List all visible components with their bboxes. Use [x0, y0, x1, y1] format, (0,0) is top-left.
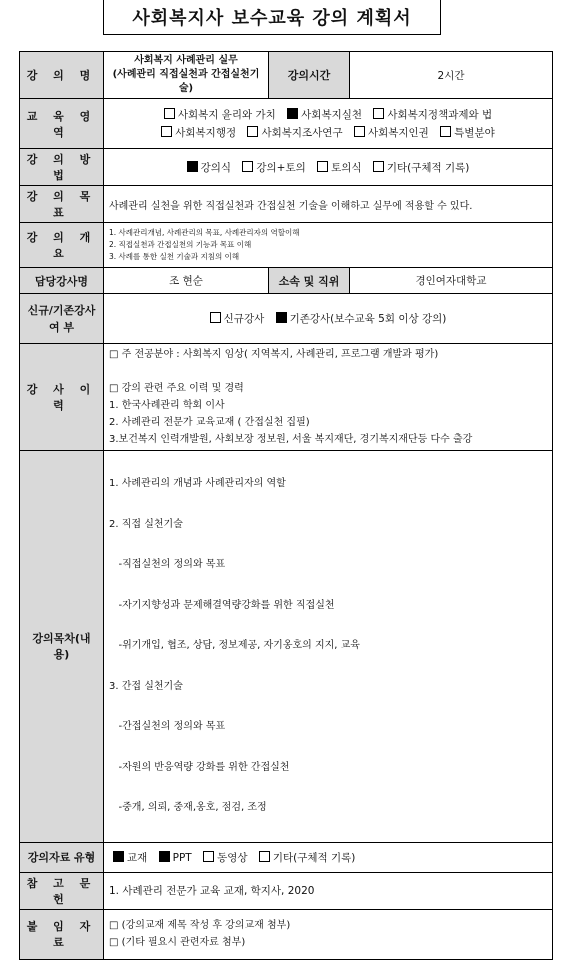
edu-option-rights[interactable]: 사회복지인권 — [354, 124, 429, 142]
career-line — [109, 363, 547, 380]
attachment-line: □ (기타 필요시 관련자료 첨부) — [109, 937, 246, 948]
course-name-value — [104, 52, 269, 99]
overview-line: 1. 사례관리개념, 사례관리의 목표, 사례관리자의 역할이해 — [109, 228, 300, 237]
row-references — [20, 872, 553, 909]
checkbox-icon — [354, 126, 365, 137]
edu-option-research[interactable]: 사회복지조사연구 — [247, 124, 342, 142]
row-education-area — [20, 99, 553, 149]
checkbox-icon — [440, 126, 451, 137]
checkbox-icon — [164, 108, 175, 119]
checkbox-icon — [210, 312, 221, 323]
instructor-label: 담당강사명 — [20, 268, 104, 294]
materials-options — [104, 842, 553, 872]
edu-option-ethics[interactable]: 사회복지 윤리와 가치 — [164, 106, 276, 124]
lecture-time-label: 강의시간 — [269, 52, 350, 99]
method-option-discussion[interactable]: 토의식 — [317, 160, 361, 175]
lecture-method-options — [104, 149, 553, 186]
attachments-label: 붙 임 자 료 — [20, 909, 104, 959]
checkbox-icon — [203, 851, 214, 862]
row-career — [20, 344, 553, 451]
checkbox-icon — [259, 851, 270, 862]
instructor-name: 조 현순 — [104, 268, 269, 294]
career-line: 1. 한국사례관리 학회 이사 — [109, 400, 225, 411]
overview-line: 2. 직접실천과 간접실천의 기능과 목표 이해 — [109, 240, 252, 249]
references-label: 참 고 문 헌 — [20, 872, 104, 909]
material-option-other[interactable]: 기타(구체적 기록) — [259, 850, 356, 865]
document-title: 사회복지사 보수교육 강의 계획서 — [103, 0, 441, 35]
contents-line: -위기개입, 협조, 상담, 정보제공, 자기옹호의 지지, 교육 — [109, 640, 360, 651]
row-lecture-method — [20, 149, 553, 186]
edu-option-policy[interactable]: 사회복지정책과제와 법 — [373, 106, 492, 124]
material-option-textbook[interactable]: 교재 — [113, 850, 147, 865]
row-contents — [20, 451, 553, 843]
references-value: 1. 사례관리 전문가 교육 교재, 학지사, 2020 — [104, 872, 553, 909]
row-lecture-goal — [20, 186, 553, 223]
materials-label: 강의자료 유형 — [20, 842, 104, 872]
contents-line: -자원의 반응역량 강화를 위한 간접실천 — [109, 761, 290, 773]
lecture-goal-label: 강 의 목 표 — [20, 186, 104, 223]
career-value — [104, 344, 553, 451]
material-option-ppt[interactable]: PPT — [159, 851, 192, 864]
contents-line: -간접실천의 정의와 목표 — [109, 721, 226, 732]
edu-option-special[interactable]: 특별분야 — [440, 124, 495, 142]
contents-line: -중개, 의뢰, 중재,옹호, 점검, 조정 — [109, 802, 267, 813]
course-name-line2: (사례관리 직접실천과 간접실천기술) — [112, 69, 260, 94]
career-line: 2. 사례관리 전문가 교육교재 ( 간접실천 집필) — [109, 417, 310, 428]
instructor-option-existing[interactable]: 기존강사(보수교육 5회 이상 강의) — [276, 311, 447, 326]
lecture-goal-value: 사례관리 실천을 위한 직접실천과 간접실천 기술을 이해하고 실무에 적용할 수 있다. — [104, 186, 553, 223]
overview-line: 3. 사례를 통한 실천 기술과 지침의 이해 — [109, 252, 240, 261]
lecture-plan-table — [19, 51, 553, 960]
checked-checkbox-icon — [287, 108, 298, 119]
row-lecture-overview — [20, 223, 553, 268]
edu-option-practice[interactable]: 사회복지실천 — [287, 106, 362, 124]
contents-value — [104, 451, 553, 843]
education-area-line2 — [109, 124, 547, 142]
checked-checkbox-icon — [159, 851, 170, 862]
career-line: 3.보건복지 인력개발원, 사회보장 정보원, 서울 복지재단, 경기복지재단등 다수 출강 — [109, 434, 473, 445]
lecture-time-value: 2시간 — [350, 52, 553, 99]
row-course-name — [20, 52, 553, 99]
row-materials — [20, 842, 553, 872]
instructor-type-options — [104, 294, 553, 344]
contents-line: 3. 간접 실천기술 — [109, 680, 183, 692]
attachment-line: □ (강의교재 제목 작성 후 강의교재 첨부) — [109, 920, 291, 931]
checkbox-icon — [161, 126, 172, 137]
material-option-video[interactable]: 동영상 — [203, 850, 247, 865]
education-area-line1 — [109, 106, 547, 124]
row-instructor — [20, 268, 553, 294]
method-option-lecture-discussion[interactable]: 강의+토의 — [242, 160, 305, 175]
checkbox-icon — [373, 161, 384, 172]
checkbox-icon — [373, 108, 384, 119]
education-area-options — [104, 99, 553, 149]
contents-label: 강의목차(내용) — [20, 451, 104, 843]
instructor-type-label: 신규/기존강사 여 부 — [20, 294, 104, 344]
row-attachments — [20, 909, 553, 959]
contents-line: 2. 직접 실천기술 — [109, 518, 183, 530]
checked-checkbox-icon — [187, 161, 198, 172]
lecture-method-label: 강 의 방 법 — [20, 149, 104, 186]
course-name-label: 강 의 명 — [20, 52, 104, 99]
contents-line: -자기지향성과 문제해결역량강화를 위한 직접실천 — [109, 599, 335, 611]
career-line: □ 강의 관련 주요 이력 및 경력 — [109, 383, 244, 394]
instructor-option-new[interactable]: 신규강사 — [210, 311, 265, 326]
attachments-value — [104, 909, 553, 959]
checkbox-icon — [242, 161, 253, 172]
career-line: □ 주 전공분야 : 사회복지 임상( 지역복지, 사례관리, 프로그램 개발과 평가) — [109, 349, 439, 360]
edu-option-admin[interactable]: 사회복지행정 — [161, 124, 236, 142]
checked-checkbox-icon — [276, 312, 287, 323]
contents-line: 1. 사례관리의 개념과 사례관리자의 역할 — [109, 478, 286, 489]
career-label: 강 사 이 력 — [20, 344, 104, 451]
checkbox-icon — [247, 126, 258, 137]
education-area-label: 교 육 영 역 — [20, 99, 104, 149]
contents-line: -직접실천의 정의와 목표 — [109, 559, 226, 570]
affiliation-value: 경인여자대학교 — [350, 268, 553, 294]
lecture-overview-value — [104, 223, 553, 268]
checked-checkbox-icon — [113, 851, 124, 862]
affiliation-label: 소속 및 직위 — [269, 268, 350, 294]
method-option-other[interactable]: 기타(구체적 기록) — [373, 160, 470, 175]
method-option-lecture[interactable]: 강의식 — [187, 160, 231, 175]
lecture-overview-label: 강 의 개 요 — [20, 223, 104, 268]
checkbox-icon — [317, 161, 328, 172]
course-name-line1: 사회복지 사례관리 실무 — [134, 55, 238, 66]
row-instructor-type — [20, 294, 553, 344]
